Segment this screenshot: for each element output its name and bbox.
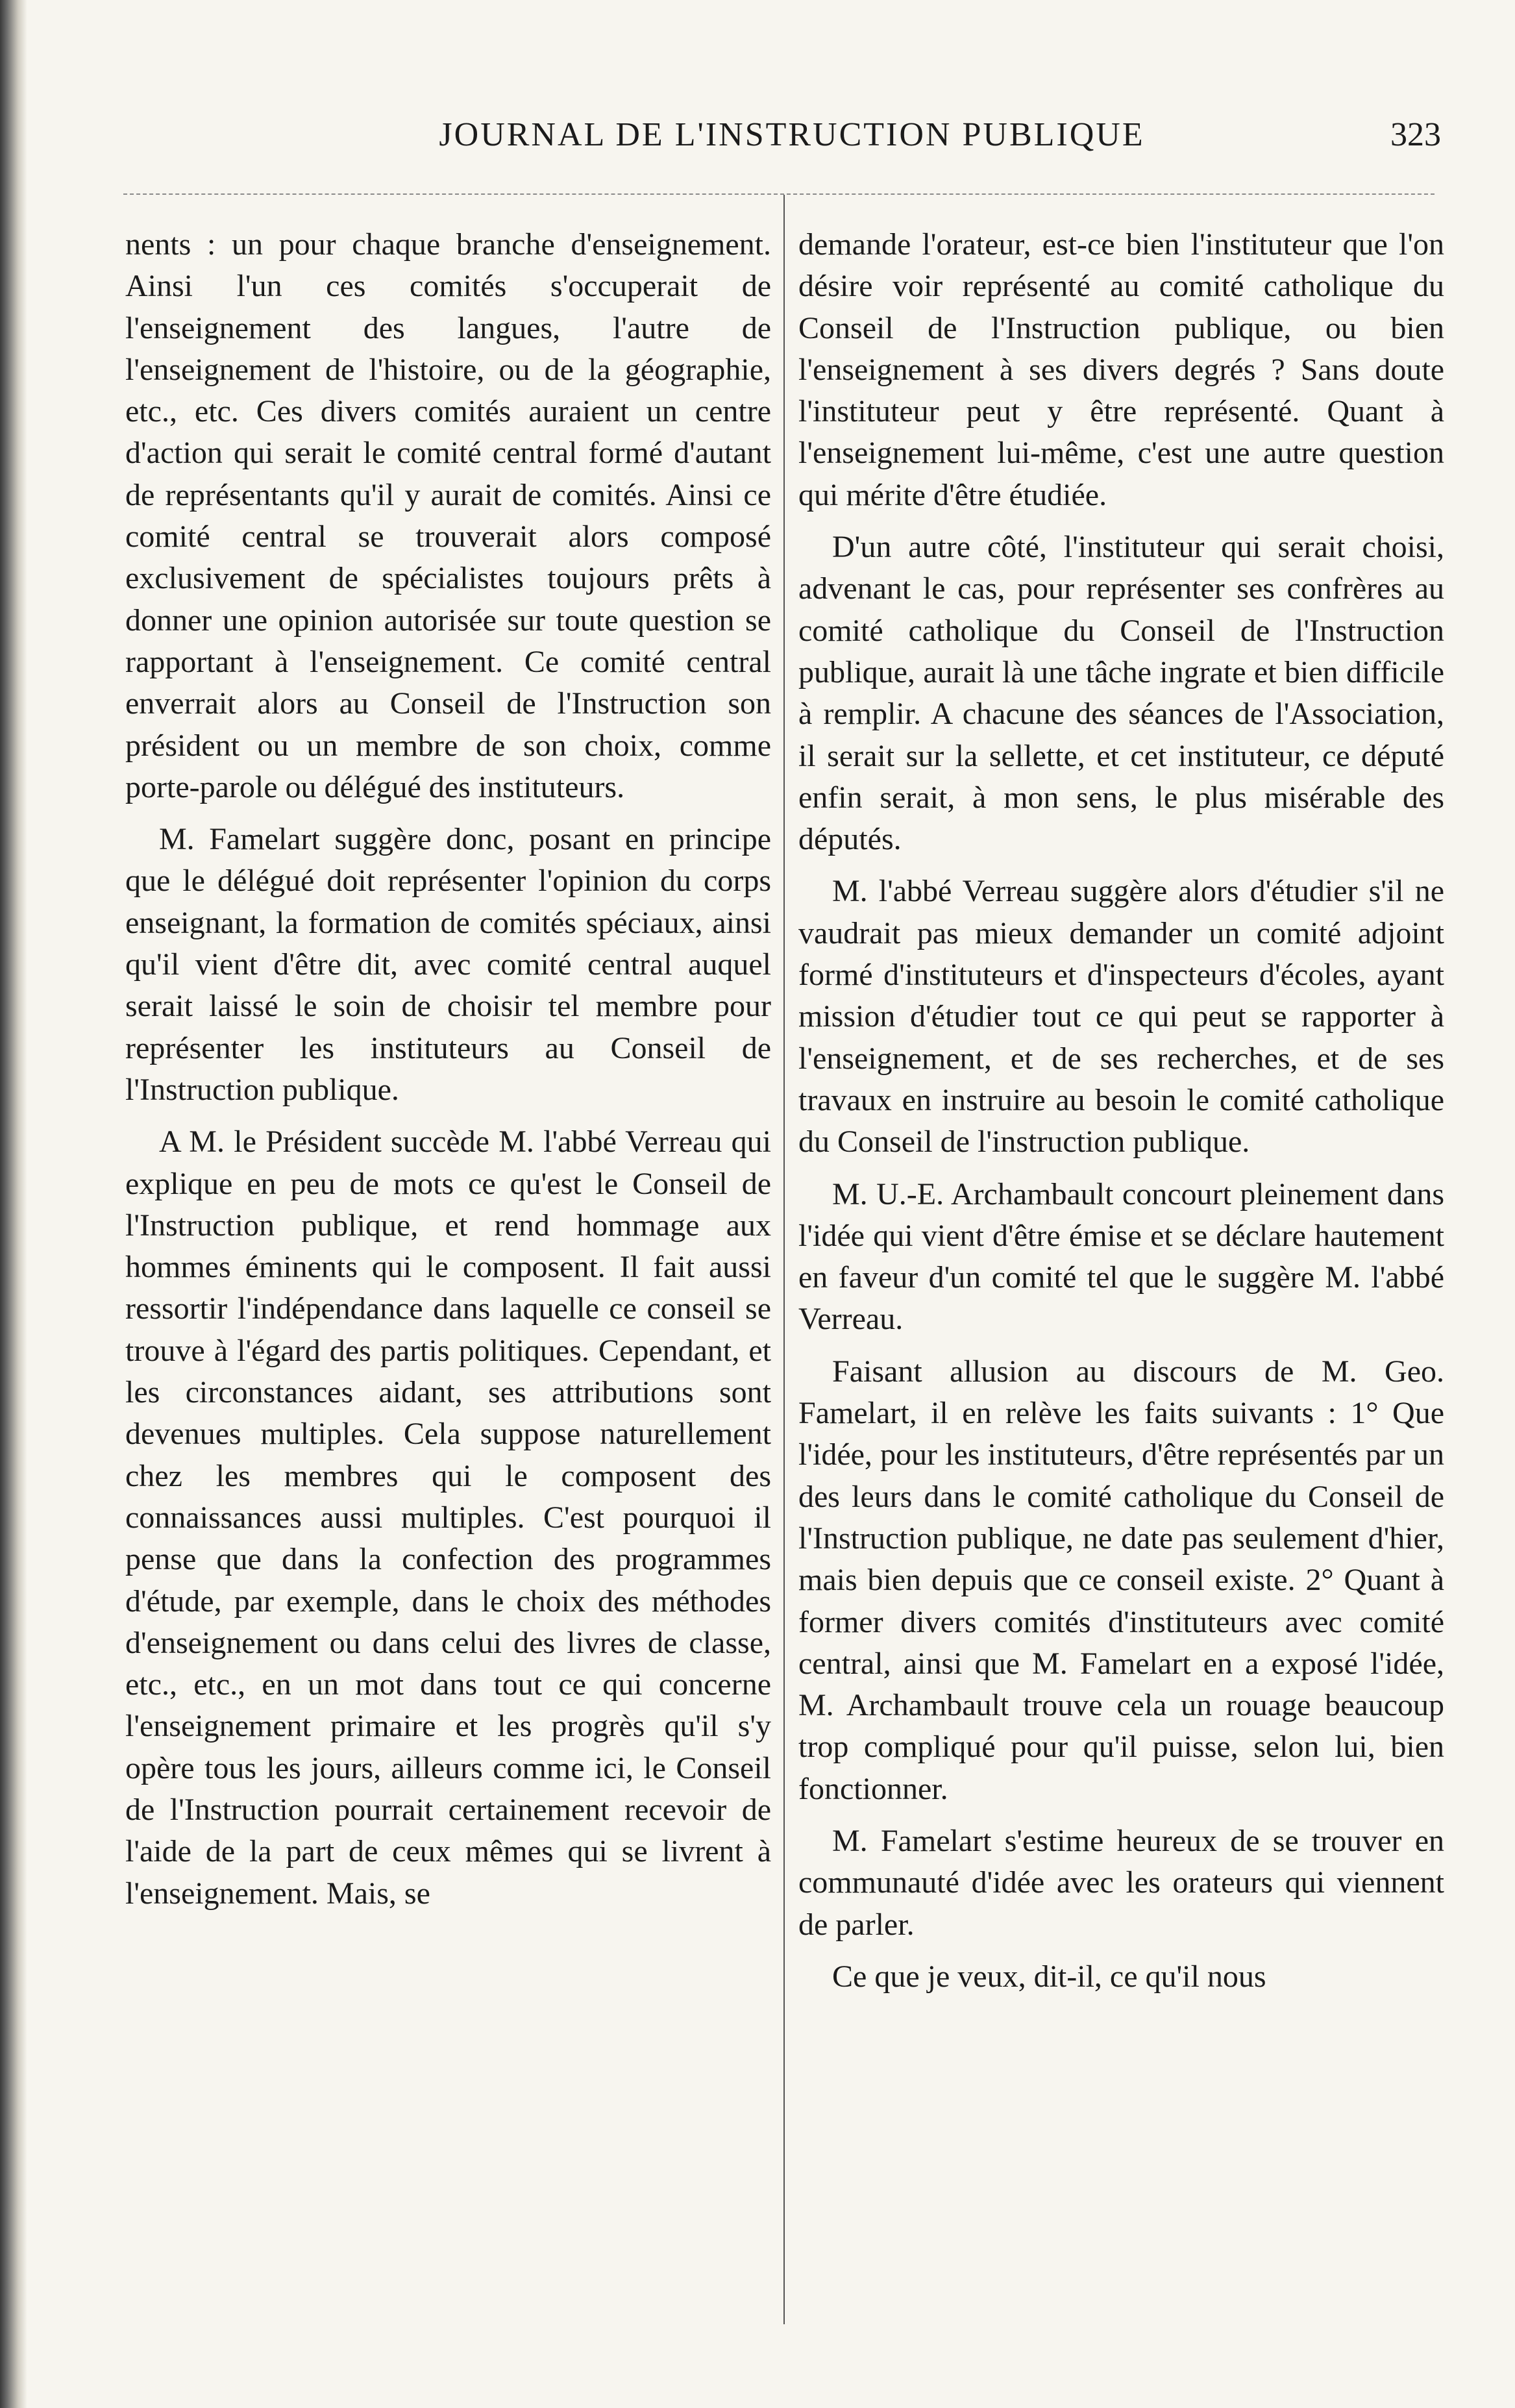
- book-binding-edge: [0, 0, 27, 2408]
- paragraph: nents : un pour chaque branche d'enseignement. Ainsi l'un ces comités s'occuperait de l'enseignement des langues, l'autre de l'enseignement de l'histoire, ou de la géographie, etc., etc. Ces divers comités auraient un centre d'action qui serait le comité central formé d'autant de représentants qu'il y aurait de comités. Ainsi ce comité central se trouverait alors composé exclusivement de spécialistes toujours prêts à donner une opinion autorisée sur toute question se rapportant à l'enseignement. Ce comité central enverrait alors au Conseil de l'Instruction son président ou un membre de son choix, comme porte-parole ou délégué des instituteurs.: [125, 227, 771, 804]
- left-column: [125, 224, 771, 1925]
- paragraph: demande l'orateur, est-ce bien l'instituteur que l'on désire voir représenté au comité catholique du Conseil de l'Instruction publique, ou bien l'enseignement à ses divers degrés ? Sans doute l'instituteur peut y être représenté. Quant à l'enseignement lui-même, c'est une autre question qui mérite d'être étudiée.: [798, 227, 1444, 512]
- paragraph: M. Famelart suggère donc, posant en principe que le délégué doit représenter l'opinion du corps enseignant, la formation de comités spéciaux, ainsi qu'il vient d'être dit, avec comité central auquel serait laissé le soin de choisir tel membre pour représenter les instituteurs au Conseil de l'Instruction publique.: [125, 822, 771, 1107]
- paragraph: Faisant allusion au discours de M. Geo. Famelart, il en relève les faits suivants : 1° Que l'idée, pour les instituteurs, d'être représentés par un des leurs dans le comité catholique du Conseil de l'Instruction publique, ne date pas seulement d'hier, mais bien depuis que ce conseil existe. 2° Quant à former divers comités d'instituteurs avec comité central, ainsi que M. Famelart en a exposé l'idée, M. Archambault trouve cela un rouage beaucoup trop compliqué pour qu'il puisse, selon lui, bien fonctionner.: [798, 1354, 1444, 1806]
- column-divider: [783, 195, 785, 2324]
- running-title: JOURNAL DE L'INSTRUCTION PUBLIQUE: [439, 116, 1145, 153]
- page-header: [143, 109, 1441, 161]
- right-column: [798, 224, 1444, 2008]
- paragraph: M. U.-E. Archambault concourt pleinement dans l'idée qui vient d'être émise et se déclare hautement en faveur d'un comité tel que le suggère M. l'abbé Verreau.: [798, 1176, 1444, 1337]
- paragraph: A M. le Président succède M. l'abbé Verreau qui explique en peu de mots ce qu'est le Conseil de l'Instruction publique, et rend hommage aux hommes éminents qui le composent. Il fait aussi ressortir l'indépendance dans laquelle ce conseil se trouve à l'égard des partis politiques. Cependant, et les circonstances aidant, ses attributions sont devenues multiples. Cela suppose naturellement chez les membres qui le composent des connaissances aussi multiples. C'est pourquoi il pense que dans la confection des programmes d'étude, par exemple, dans le choix des méthodes d'enseignement ou dans celui des livres de classe, etc., etc., en un mot dans tout ce qui concerne l'enseignement primaire et les progrès qu'il s'y opère tous les jours, ailleurs comme ici, le Conseil de l'Instruction pourrait certainement recevoir de l'aide de la part de ceux mêmes qui se livrent à l'enseignement. Mais, se: [125, 1124, 771, 1911]
- paragraph: M. Famelart s'estime heureux de se trouver en communauté d'idée avec les orateurs qui viennent de parler.: [798, 1823, 1444, 1942]
- header-rule: [123, 193, 1435, 195]
- paragraph: D'un autre côté, l'instituteur qui serait choisi, advenant le cas, pour représenter ses confrères au comité catholique du Conseil de l'Instruction publique, aurait là une tâche ingrate et bien difficile à remplir. A chacune des séances de l'Association, il serait sur la sellette, et cet instituteur, ce député enfin serait, à mon sens, le plus misérable des députés.: [798, 530, 1444, 857]
- paragraph: Ce que je veux, dit-il, ce qu'il nous: [832, 1959, 1266, 1994]
- page-number: 323: [1390, 116, 1441, 153]
- paragraph: M. l'abbé Verreau suggère alors d'étudier s'il ne vaudrait pas mieux demander un comité adjoint formé d'instituteurs et d'inspecteurs d'écoles, ayant mission d'étudier tout ce qui peut se rapporter à l'enseignement, et de ses recherches, et de ses travaux en instruire au besoin le comité catholique du Conseil de l'instruction publique.: [798, 874, 1444, 1160]
